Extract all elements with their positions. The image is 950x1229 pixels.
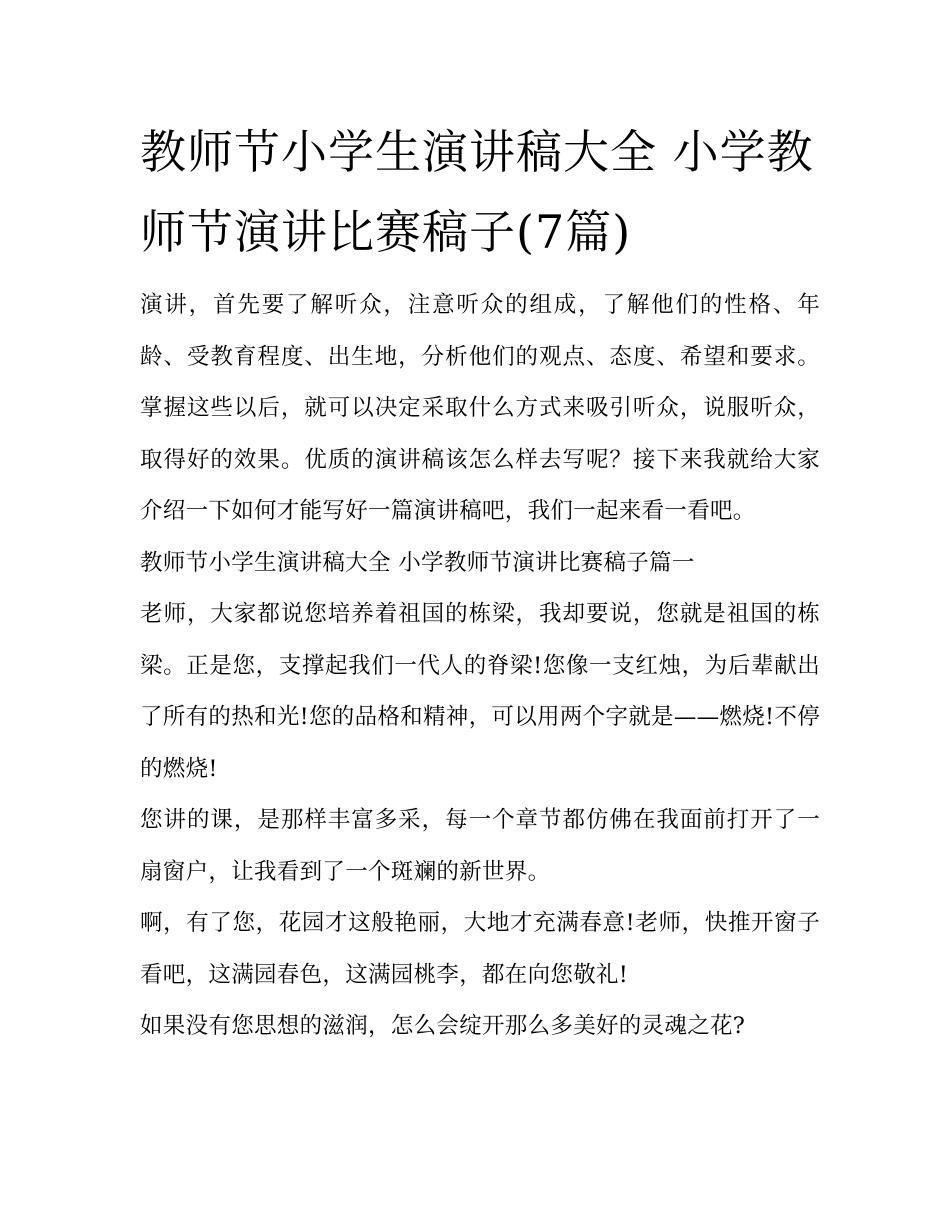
body-paragraph: 您讲的课，是那样丰富多采，每一个章节都仿佛在我面前打开了一扇窗户，让我看到了一个斑斓的新世界。: [140, 807, 820, 885]
intro-paragraph: 演讲，首先要了解听众，注意听众的组成，了解他们的性格、年龄、受教育程度、出生地，分析他们的观点、态度、希望和要求。掌握这些以后，就可以决定采取什么方式来吸引听众，说服听众，取得好的效果。优质的演讲稿该怎么样去写呢？接下来我就给大家介绍一下如何才能写好一篇演讲稿吧，我们一起来看一看吧。: [140, 292, 820, 524]
document-page: [140, 112, 820, 1053]
body-paragraph: 如果没有您思想的滋润，怎么会绽开那么多美好的灵魂之花?: [140, 1013, 746, 1039]
section-heading: 教师节小学生演讲稿大全 小学教师节演讲比赛稿子篇一: [140, 549, 695, 576]
body-paragraph: 老师，大家都说您培养着祖国的栋梁，我却要说，您就是祖国的栋梁。正是您，支撑起我们一代人的脊梁!您像一支红烛，为后辈献出了所有的热和光!您的品格和精神，可以用两个字就是——燃烧!不停的燃烧!: [140, 601, 820, 782]
document-body: [140, 280, 820, 1053]
body-paragraph: 啊，有了您，花园才这般艳丽，大地才充满春意!老师，快推开窗子看吧，这满园春色，这满园桃李，都在向您敬礼!: [140, 910, 820, 988]
document-title: 教师节小学生演讲稿大全 小学教师节演讲比赛稿子(7篇): [140, 125, 814, 259]
